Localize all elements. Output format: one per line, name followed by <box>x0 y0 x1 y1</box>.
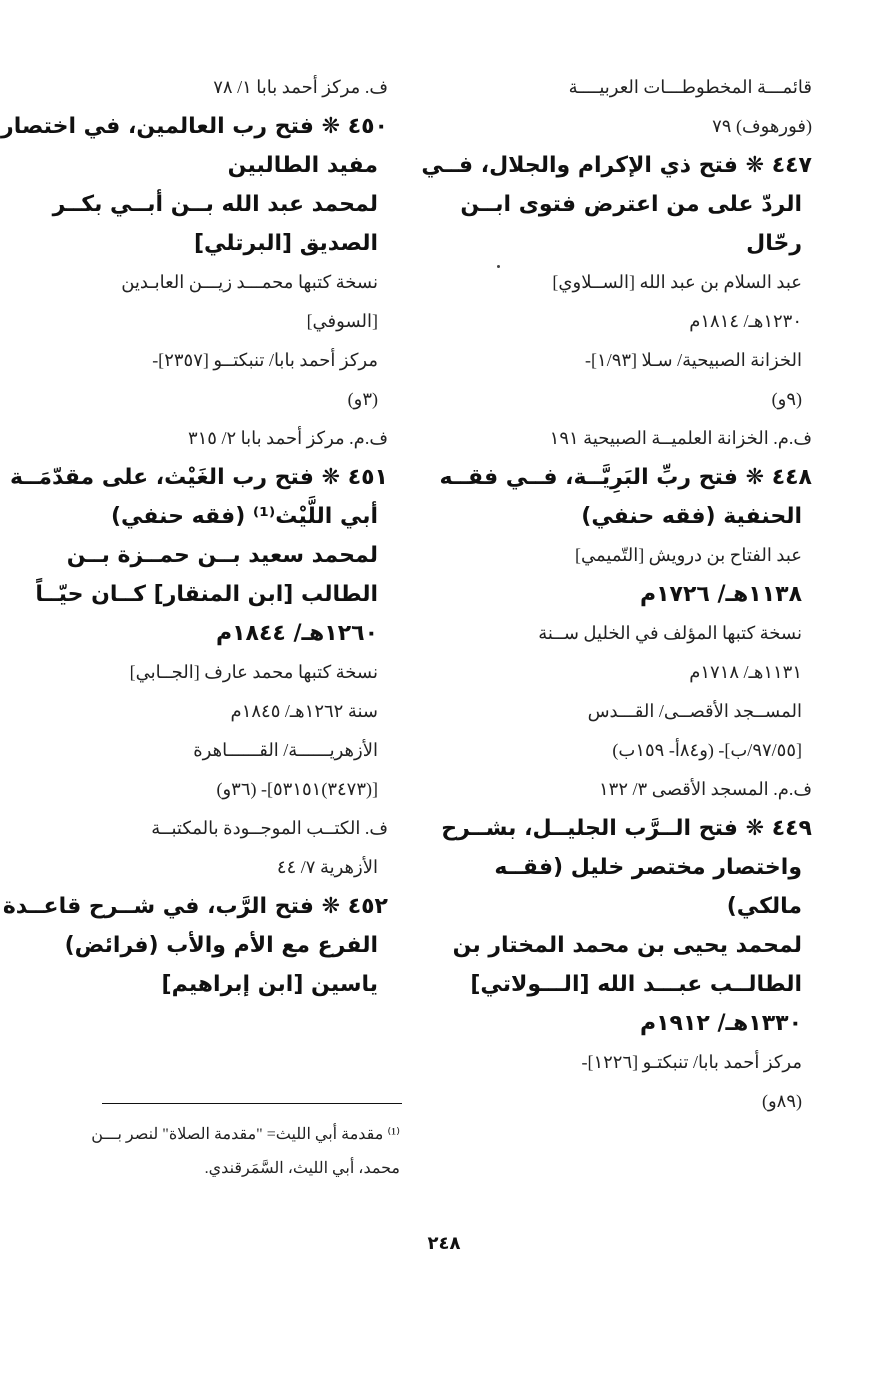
right-column <box>421 68 812 1121</box>
text-line: مركز أحمد بابا/ تنبكتـو [١٢٢٦]- <box>581 1052 802 1072</box>
text-line: الحنفية (فقه حنفي) <box>581 504 802 529</box>
text-line: الصديق [البرتلي] <box>193 231 378 256</box>
text-line: (٩و) <box>771 389 802 409</box>
text-line: ١٣٣٠هـ/ ١٩١٢م <box>639 1011 802 1036</box>
text-line: ياسين [ابن إبراهيم] <box>161 972 378 997</box>
text-line: [السوفي] <box>306 311 378 331</box>
text-line: (فورهوف) ٧٩ <box>712 116 812 136</box>
page-number: ٢٤٨ <box>427 1233 461 1254</box>
text-line: واختصار مختصر خليل (فقــه <box>494 855 802 880</box>
text-line: لمحمد عبد الله بــن أبــي بكــر <box>52 192 378 217</box>
text-line: مركز أحمد بابا/ تنبكتــو [٢٣٥٧]- <box>152 350 378 370</box>
text-line: لمحمد سعيد بــن حمــزة بــن <box>66 543 378 568</box>
text-line: الأزهرية ٧/ ٤٤ <box>276 857 378 877</box>
text-line: عبد السلام بن عبد الله [الســلاوي] <box>552 272 802 292</box>
text-line: ٤٥٢ ❋ فتح الرَّب، في شــرح قاعــدة <box>2 894 388 919</box>
text-line: ف.م. المسجد الأقصى ٣/ ١٣٢ <box>598 779 812 799</box>
text-line: الأزهريــــــة/ القــــــاهرة <box>193 740 378 760</box>
footnote-divider <box>102 1103 402 1104</box>
text-line: أبي اللَّيْث⁽¹⁾ (فقه حنفي) <box>110 504 378 529</box>
text-line: الردّ على من اعترض فتوى ابــن <box>460 192 802 217</box>
text-line: عبد الفتاح بن درويش [التّميمي] <box>575 545 802 565</box>
text-line: [(٣٤٧٣)٥٣١٥١]- (٣٦و) <box>216 779 378 799</box>
text-line: (٨٩و) <box>761 1091 802 1111</box>
text-line: سنة ١٢٦٢هـ/ ١٨٤٥م <box>230 701 378 721</box>
text-line: ٤٥١ ❋ فتح رب الغَيْث، على مقدّمَــة <box>10 465 388 490</box>
text-line: المســجد الأقصــى/ القـــدس <box>587 701 802 721</box>
text-line: رحّال <box>746 231 802 256</box>
text-line: ف. مركز أحمد بابا ١/ ٧٨ <box>213 77 388 97</box>
text-line: ١١٣١هـ/ ١٧١٨م <box>689 662 802 682</box>
text-line: ٤٥٠ ❋ فتح رب العالمين، في اختصار <box>1 114 388 139</box>
text-line: ١١٣٨هـ/ ١٧٢٦م <box>639 582 802 607</box>
text-line: ٤٤٩ ❋ فتح الــرَّب الجليــل، بشــرح <box>441 816 812 841</box>
text-line: الطالب [ابن المنقار] كــان حيّــاً <box>35 582 378 607</box>
text-line: ١٢٦٠هـ/ ١٨٤٤م <box>215 621 378 646</box>
footnote-line: محمد، أبي الليث، السَّمَرقندي. <box>204 1160 400 1177</box>
text-line: مفيد الطالبين <box>227 153 378 178</box>
text-line: لمحمد يحيى بن محمد المختار بن <box>452 933 802 958</box>
text-line: ف. الكتــب الموجــودة بالمكتبــة <box>151 818 388 838</box>
text-line: الخزانة الصبيحية/ سـلا [١/٩٣]- <box>585 350 802 370</box>
text-line: نسخة كتبها المؤلف في الخليل ســنة <box>538 623 802 643</box>
text-line: نسخة كتبها محمـــد زيـــن العابـدين <box>121 272 378 292</box>
text-line: ٤٤٨ ❋ فتح ربِّ البَرِيَّــة، فــي فقــه <box>439 465 812 490</box>
text-line: ف.م. مركز أحمد بابا ٢/ ٣١٥ <box>187 428 388 448</box>
text-line: [٩٧/٥٥/ب]- (و٨٤أ- ١٥٩ب) <box>612 740 802 760</box>
footnote-line: ⁽¹⁾ مقدمة أبي الليث= "مقدمة الصلاة" لنصر بـــن <box>91 1126 400 1143</box>
text-line: ٤٤٧ ❋ فتح ذي الإكرام والجلال، فــي <box>421 153 812 178</box>
text-line: نسخة كتبها محمد عارف [الجــابي] <box>129 662 378 682</box>
text-line: ١٢٣٠هـ/ ١٨١٤م <box>689 311 802 331</box>
text-line: الفرع مع الأم والأب (فرائض) <box>64 933 378 958</box>
speck <box>497 265 500 268</box>
left-column <box>1 68 388 1004</box>
text-line: ف.م. الخزانة العلميــة الصبيحية ١٩١ <box>549 428 812 448</box>
text-line: (٣و) <box>347 389 378 409</box>
text-line: الطالــب عبـــد الله [الـــولاتي] <box>470 972 802 997</box>
text-line: مالكي) <box>726 894 802 919</box>
text-line: قائمـــة المخطوطـــات العربيــــة <box>568 77 812 97</box>
footnote <box>70 1118 400 1186</box>
